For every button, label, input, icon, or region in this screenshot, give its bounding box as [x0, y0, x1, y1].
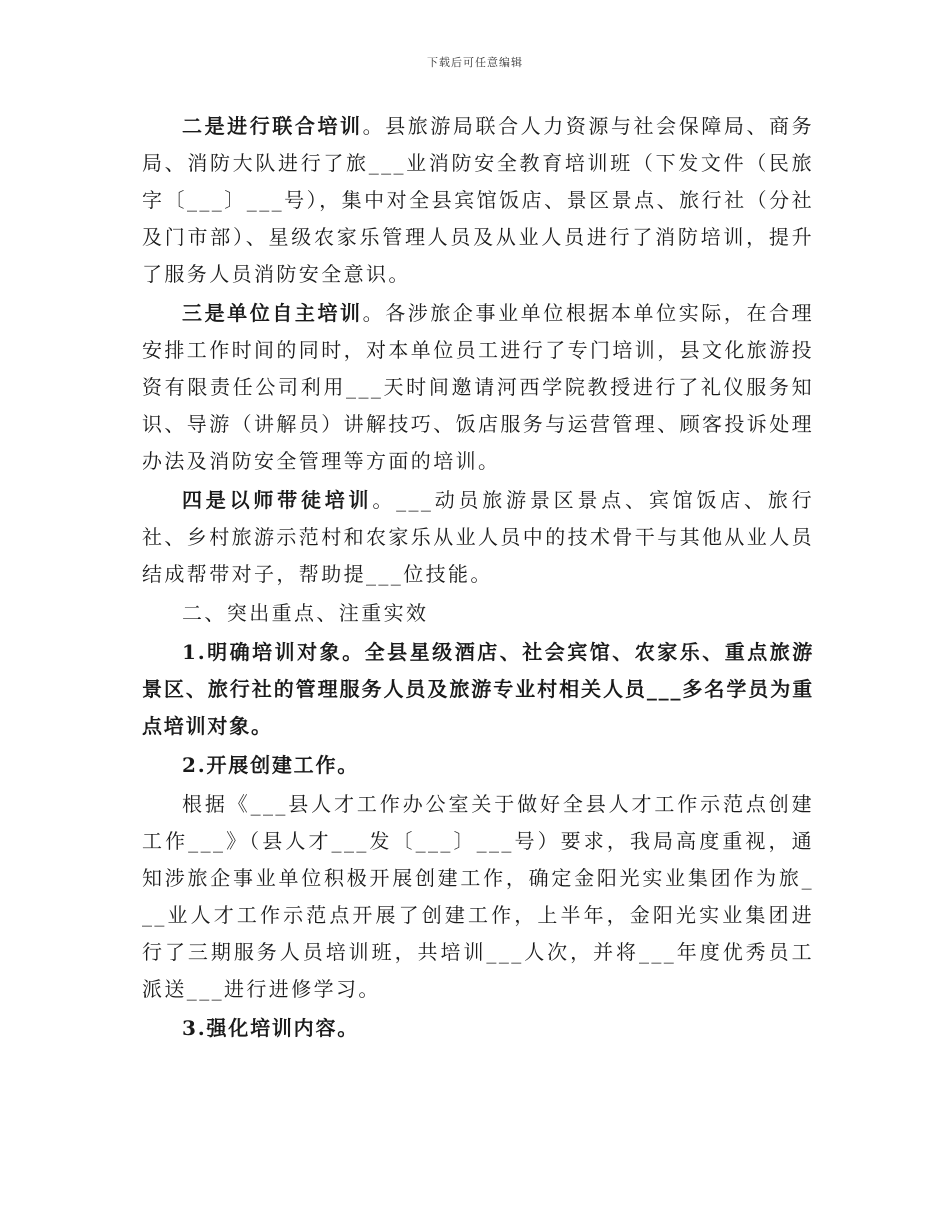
paragraph-training-target	[142, 634, 814, 745]
subheading-text: 3.强化培训内容。	[182, 1016, 360, 1040]
paragraph-lead: 二是进行联合培训	[182, 114, 363, 138]
paragraph-text: 。各涉旅企事业单位根据本单位实际，在合理安排工作时间的同时，对本单位员工进行了专门培训，县文化旅游投资有限责任公司利用___天时间邀请河西学院教授进行了礼仪服务知识、导游（讲解员）讲解技巧、饭店服务与运营管理、顾客投诉处理办法及消防安全管理等方面的培训。	[142, 301, 815, 473]
paragraph-lead: 三是单位自主培训	[182, 301, 363, 325]
paragraph-lead: 四是以师带徒培训	[182, 488, 373, 512]
paragraph-creation-detail	[142, 786, 814, 1008]
paragraph-text: 根据《___县人才工作办公室关于做好全县人才工作示范点创建工作___》（县人才___发〔___〕___号）要求，我局高度重视，通知涉旅企事业单位积极开展创建工作，确定金阳光实业集团作为旅___业人才工作示范点开展了创建工作，上半年，金阳光实业集团进行了三期服务人员培训班，共培训___人次，并将___年度优秀员工派送___进行进修学习。	[142, 792, 814, 1001]
subheading-training-content	[142, 1010, 814, 1047]
paragraph-text: 。县旅游局联合人力资源与社会保障局、商务局、消防大队进行了旅___业消防安全教育培训班（下发文件（民旅字〔___〕___号），集中对全县宾馆饭店、景区景点、旅行社（分社及门市部）、星级农家乐管理人员及从业人员进行了消防培训，提升了服务人员消防安全意识。	[142, 114, 815, 286]
section-heading-text: 二、突出重点、注重实效	[182, 601, 429, 625]
paragraph-text: 1.明确培训对象。全县星级酒店、社会宾馆、农家乐、重点旅游景区、旅行社的管理服务人员及旅游专业村相关人员___多名学员为重点培训对象。	[142, 640, 814, 738]
subheading-creation-work	[142, 747, 814, 784]
paragraph-mentor-training	[142, 482, 814, 593]
paragraph-text: 。___动员旅游景区景点、宾馆饭店、旅行社、乡村旅游示范村和农家乐从业人员中的技术骨干与其他从业人员结成帮带对子，帮助提___位技能。	[142, 488, 815, 586]
subheading-text: 2.开展创建工作。	[182, 753, 360, 777]
paragraph-self-training	[142, 295, 814, 480]
section-heading	[142, 595, 814, 632]
page-header: 下载后可任意编辑	[427, 56, 523, 69]
document-body	[142, 108, 814, 1049]
paragraph-joint-training	[142, 108, 814, 293]
